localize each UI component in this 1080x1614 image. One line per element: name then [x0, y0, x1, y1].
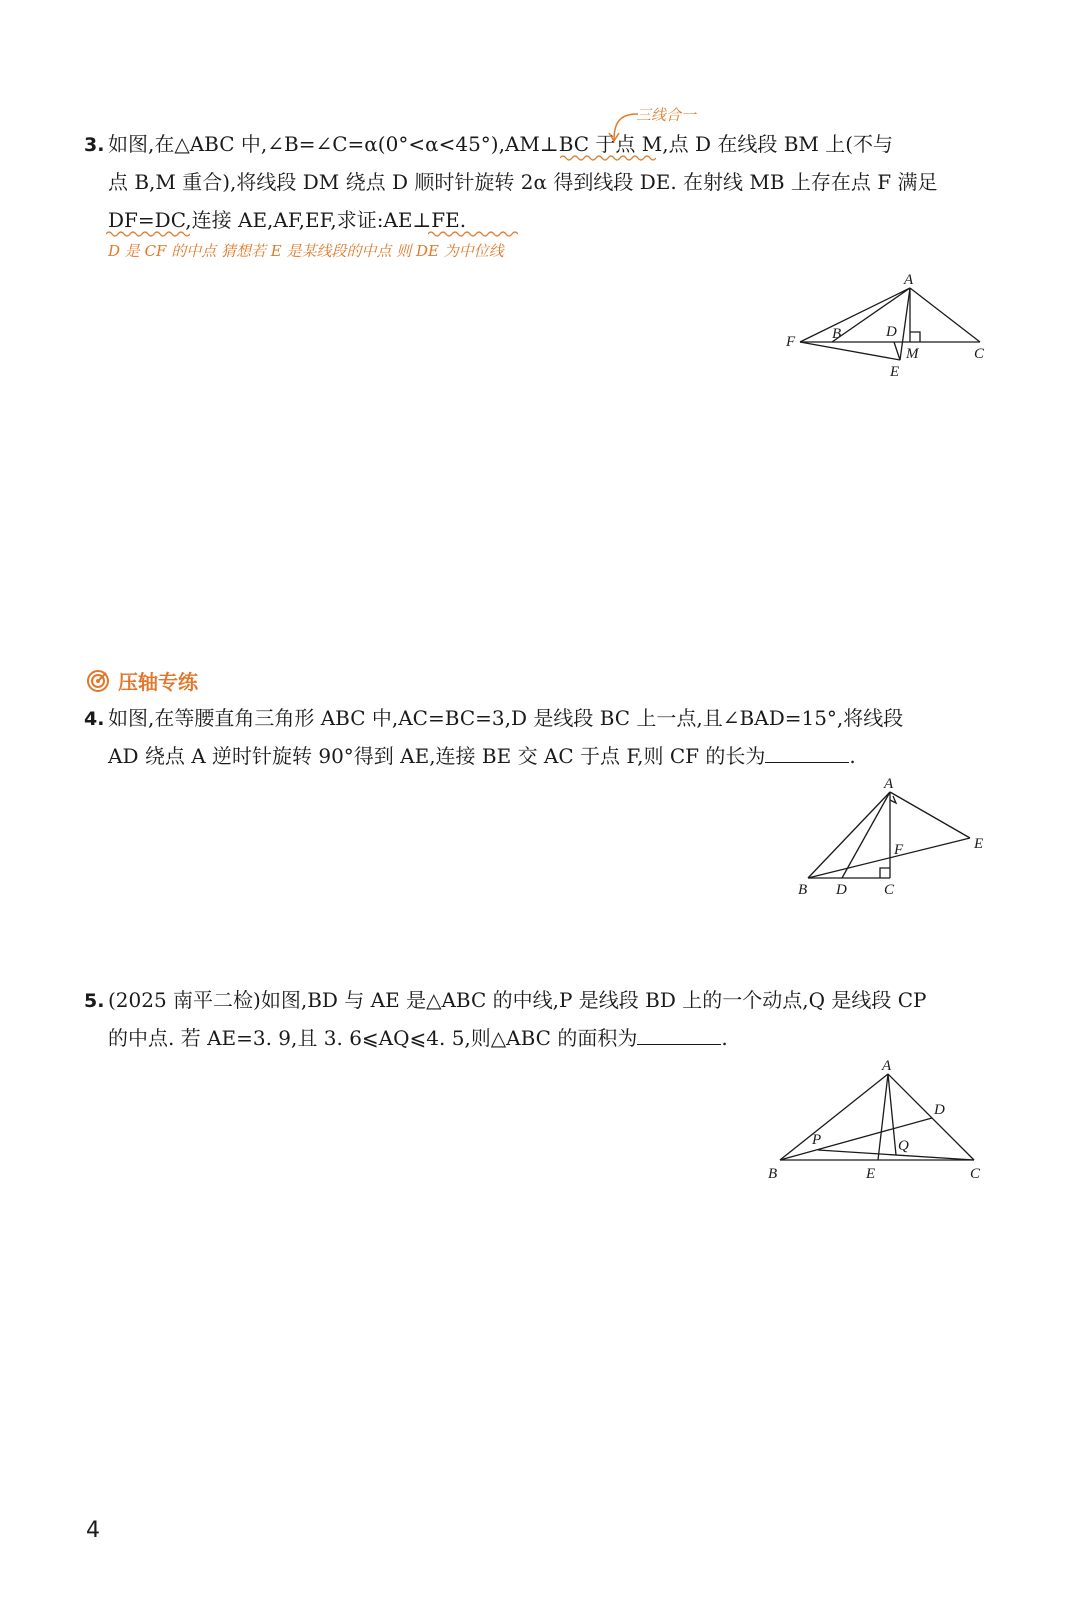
question-3-line-2: 点 B,M 重合),将线段 DM 绕点 D 顺时针旋转 2α 得到线段 DE. 在射线 MB 上存在点 F 满足 [108, 170, 938, 194]
question-4-line-2-wrap [108, 742, 856, 770]
question-5-line-1: (2025 南平二检)如图,BD 与 AE 是△ABC 的中线,P 是线段 BD 上的一个动点,Q 是线段 CP [108, 988, 927, 1012]
wavy-underline-ae-fe [428, 230, 518, 238]
annotation-midpoint-note: D 是 CF 的中点 猜想若 E 是某线段的中点 则 DE 为中位线 [108, 242, 504, 260]
question-4-line-2: AD 绕点 A 逆时针旋转 90°得到 AE,连接 BE 交 AC 于点 F,则 CF 的长为 [108, 744, 766, 768]
question-4-line-1: 如图,在等腰直角三角形 ABC 中,AC=BC=3,D 是线段 BC 上一点,且∠BAD=15°,将线段 [108, 706, 904, 730]
question-3-line-3: DF=DC,连接 AE,AF,EF,求证:AE⊥FE. [108, 208, 467, 232]
target-icon [86, 669, 110, 693]
question-4-number: 4. [84, 708, 105, 730]
q4-label-B: B [798, 882, 808, 898]
q4-label-A: A [884, 776, 894, 792]
question-5-number: 5. [84, 990, 105, 1012]
question-5-line-2: 的中点. 若 AE=3. 9,且 3. 6⩽AQ⩽4. 5,则△ABC 的面积为 [108, 1026, 638, 1050]
q3-label-B: B [832, 326, 842, 342]
question-4-period: . [849, 744, 856, 768]
wavy-underline-am-bc [560, 154, 656, 162]
q5-label-B: B [768, 1166, 778, 1182]
q3-label-E: E [890, 364, 900, 380]
q3-label-C: C [974, 346, 985, 362]
q3-label-M: M [906, 346, 919, 362]
q5-label-A: A [882, 1058, 892, 1074]
q3-figure [780, 270, 1000, 390]
q5-label-D: D [934, 1102, 945, 1118]
q4-answer-blank[interactable] [765, 744, 849, 763]
q4-label-C: C [884, 882, 895, 898]
q3-label-D: D [886, 324, 897, 340]
question-3-number: 3. [84, 134, 105, 156]
section-title: 压轴专练 [118, 670, 198, 694]
wavy-underline-df-dc [106, 230, 190, 238]
q4-label-D: D [836, 882, 847, 898]
question-5-period: . [721, 1026, 728, 1050]
q5-answer-blank[interactable] [637, 1026, 721, 1045]
q4-label-F: F [894, 842, 904, 858]
q3-label-F: F [786, 334, 796, 350]
question-3-line-1: 如图,在△ABC 中,∠B=∠C=α(0°<α<45°),AM⊥BC 于点 M,点 D 在线段 BM 上(不与 [108, 132, 894, 156]
question-5-line-2-wrap [108, 1024, 728, 1052]
q4-figure [790, 774, 1000, 904]
q5-label-P: P [812, 1132, 822, 1148]
q5-label-E: E [866, 1166, 876, 1182]
page-number: 4 [86, 1518, 100, 1543]
q5-label-Q: Q [898, 1138, 909, 1154]
q5-figure [760, 1056, 1000, 1186]
q4-label-E: E [974, 836, 984, 852]
annotation-arrow [600, 108, 642, 144]
q5-label-C: C [970, 1166, 981, 1182]
annotation-three-lines: 三线合一 [636, 106, 697, 124]
section-header [86, 666, 198, 695]
q3-label-A: A [904, 272, 914, 288]
